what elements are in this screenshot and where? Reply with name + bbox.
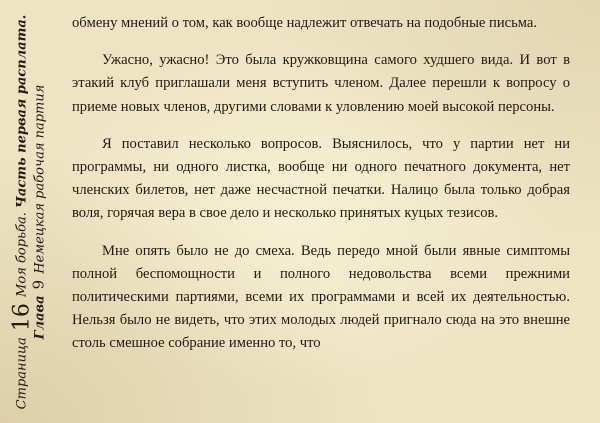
paragraph: Мне опять было не до смеха. Ведь передо мной были явные симптомы полной беспомощности и полного недовольства всеми прежними политическими партиями, всеми их программами и всей их деятельностью. Нельзя было не видеть, что этих молодых людей пригнало сюда на это внешне столь смешное собрание именно то, что xyxy=(72,242,570,352)
book-title: Моя борьба. xyxy=(14,212,30,297)
page-header-margin xyxy=(0,0,62,423)
body-text xyxy=(72,12,570,356)
page-label: Страница xyxy=(14,337,30,410)
paragraph: Я поставил несколько вопросов. Выяснилось, что у партии нет ни программы, ни одного листка, вообще ни одного печатного документа, нет членских билетов, нет даже несчастной печатки. Налицо была только добрая воля, горячая вера в свое дело и несколько принятых куцых тезисов. xyxy=(72,135,570,222)
chapter-number: 9 xyxy=(29,279,48,290)
running-header-line-1 xyxy=(9,2,35,422)
chapter-label: Глава xyxy=(32,295,48,340)
part-title: Часть первая расплата. xyxy=(14,14,30,208)
page-number: 16 xyxy=(9,303,35,332)
paragraph: Ужасно, ужасно! Это была кружковщина самого худшего вида. И вот в этакий клуб приглашали меня вступить членом. Далее перешли к вопросу о приеме новых членов, другими словами к уловлению моей высокой персоны. xyxy=(72,52,570,115)
running-header xyxy=(9,2,49,422)
paragraph: обмену мнений о том, как вообще надлежит отвечать на подобные письма. xyxy=(72,15,538,31)
chapter-title: Немецкая рабочая партия xyxy=(32,84,48,274)
running-header-line-2 xyxy=(31,2,49,422)
